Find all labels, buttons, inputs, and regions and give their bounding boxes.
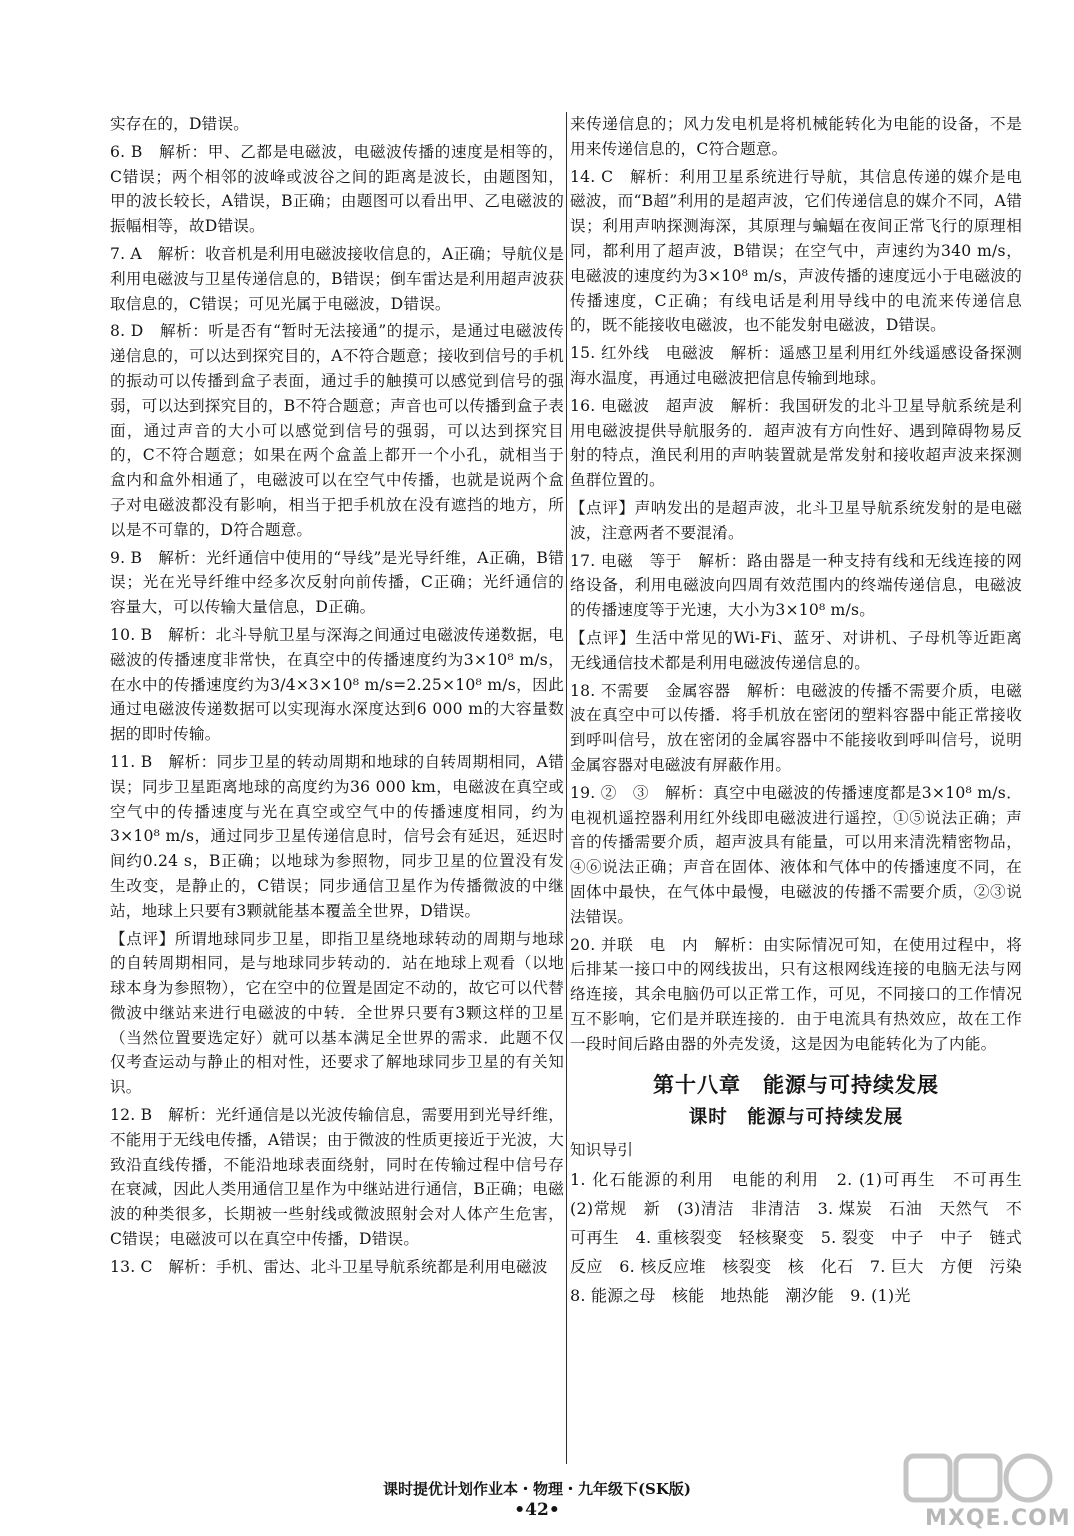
answer-20: 20. 并联 电 内 解析：由实际情况可知，在使用过程中，将后排某一接口中的网线拔出，只有这根网线连接的电脑无法与网络连接，其余电脑仍可以正常工作，可见，不同接口的工作情况互不影响，它们是并联连接的．由于电流具有热效应，故在工作一段时间后路由器的外壳发烫，这是因为电能转化为了内能。 bbox=[570, 935, 1022, 1053]
left-column bbox=[110, 112, 564, 1283]
book-title: 课时提优计划作业本・物理・九年级下(SK版) bbox=[382, 1480, 692, 1498]
answer-17: 17. 电磁 等于 解析：路由器是一种支持有线和无线连接的网络设备，利用电磁波向四周有效范围内的终端传递信息，电磁波的传播速度等于光速，大小为3×10⁸ m/s。 bbox=[570, 551, 1022, 620]
guide-heading: 知识导引 bbox=[570, 1141, 634, 1160]
lesson-title: 课时 能源与可持续发展 bbox=[688, 1107, 904, 1129]
answer-11: 11. B 解析：同步卫星的转动周期和地球的自转周期相同，A错误；同步卫星距离地球的高度约为36 000 km，电磁波在真空或空气中的传播速度与光在真空或空气中的传播速度相同，约为3×10⁸ m/s，通过同步卫星传递信息时，信号会有延迟，延迟时间约0.24 s，B正确；以地球为参照物，同步卫星的位置没有发生改变，是静止的，C错误；同步通信卫星作为传播微波的中继站，地球上只要有3颗就能基本覆盖全世界，D错误。 bbox=[110, 752, 564, 920]
answer-8: 8. D 解析：听是否有“暂时无法接通”的提示，是通过电磁波传递信息的，可以达到探究目的，A不符合题意；接收到信号的手机的振动可以传播到盒子表面，通过手的触摸可以感觉到信号的强弱，可以达到探究目的，B不符合题意；声音也可以传播到盒子表面，通过声音的大小可以感觉到信号的强弱，可以达到探究目的，C不符合题意；如果在两个盒盖上都开一个小孔，就相当于盒内和盒外相通了，电磁波可以在空气中传播，也就是说两个盒子对电磁波都没有影响，相当于把手机放在没有遮挡的地方，所以是不可靠的，D符合题意。 bbox=[110, 322, 564, 539]
answer-12: 12. B 解析：光纤通信是以光波传输信息，需要用到光导纤维，不能用于无线电传播，A错误；由于微波的性质更接近于光波，大致沿直线传播，不能沿地球表面绕射，同时在传输过程中信号存在衰减，因此人类用通信卫星作为中继站进行通信，B正确；电磁波的种类很多，长期被一些射线或微波照射会对人体产生危害，C错误；电磁波可以在真空中传播，D错误。 bbox=[110, 1106, 564, 1249]
guide-answers: 1. 化石能源的利用 电能的利用 2. (1)可再生 不可再生 (2)常规 新 (3)清洁 非清洁 3. 煤炭 石油 天然气 不可再生 4. 重核裂变 轻核聚变 5. 裂变 中子 中子 链式反应 6. 核反应堆 核裂变 核 化石 7. 巨大 方便 污染 8. 能源之母 核能 地热能 潮汐能 9. (1)光 bbox=[570, 1170, 1039, 1306]
watermark-text: MXQE.COM bbox=[925, 1506, 1071, 1531]
comment-11: 【点评】所谓地球同步卫星，即指卫星绕地球转动的周期与地球的自转周期相同，是与地球同步转动的．站在地球上观看（以地球本身为参照物），它在空中的位置是固定不动的，故它可以代替微波中继站来进行电磁波的中转．全世界只要有3颗这样的卫星（当然位置要选定好）就可以基本满足全世界的需求．此题不仅仅考查运动与静止的相对性，还要求了解地球同步卫星的有关知识。 bbox=[110, 929, 564, 1097]
answer-18: 18. 不需要 金属容器 解析：电磁波的传播不需要介质，电磁波在真空中可以传播．将手机放在密闭的塑料容器中能正常接收到呼叫信号，放在密闭的金属容器中不能接收到呼叫信号，说明金属容器对电磁波有屏蔽作用。 bbox=[570, 681, 1022, 774]
answer-13-start: 13. C 解析：手机、雷达、北斗卫星导航系统都是利用电磁波 bbox=[110, 1257, 548, 1276]
answer-6: 6. B 解析：甲、乙都是电磁波，电磁波传播的速度是相等的，C错误；两个相邻的波峰或波谷之间的距离是波长，由题图知，甲的波长较长，A错误，B正确；由题图可以看出甲、乙电磁波的振幅相等，故D错误。 bbox=[110, 142, 564, 236]
answer-9: 9. B 解析：光纤通信中使用的“导线”是光导纤维，A正确，B错误；光在光导纤维中经多次反射向前传播，C正确；光纤通信的容量大，可以传输大量信息，D正确。 bbox=[110, 548, 564, 617]
answer-7: 7. A 解析：收音机是利用电磁波接收信息的，A正确；导航仪是利用电磁波与卫星传递信息的，B错误；倒车雷达是利用超声波获取信息的，C错误；可见光属于电磁波，D错误。 bbox=[110, 244, 564, 313]
column-divider bbox=[566, 112, 567, 1464]
answer-5-tail: 实存在的，D错误。 bbox=[110, 115, 250, 133]
answer-13-tail: 来传递信息的；风力发电机是将机械能转化为电能的设备，不是用来传递信息的，C符合题意。 bbox=[570, 115, 1022, 158]
page-number: •42• bbox=[514, 1500, 560, 1520]
chapter-title: 第十八章 能源与可持续发展 bbox=[653, 1072, 939, 1098]
answer-14: 14. C 解析：利用卫星系统进行导航，其信息传递的媒介是电磁波，而“B超”利用的是超声波，它们传递信息的媒介不同，A错误；利用声呐探测海深，其原理与蝙蝠在夜间正常飞行的原理相同，都利用了超声波，B错误；在空气中，声速约为340 m/s，电磁波的速度约为3×10⁸ m/s，声波传播的速度远小于电磁波的传播速度，C正确；有线电话是利用导线中的电流来传递信息的，既不能接收电磁波，也不能发射电磁波，D错误。 bbox=[570, 167, 1022, 335]
answer-15: 15. 红外线 电磁波 解析：遥感卫星利用红外线遥感设备探测海水温度，再通过电磁波把信息传输到地球。 bbox=[570, 344, 1022, 387]
answer-19: 19. ② ③ 解析：真空中电磁波的传播速度都是3×10⁸ m/s．电视机遥控器利用红外线即电磁波进行遥控，①⑤说法正确；声音的传播需要介质，超声波具有能量，可以用来清洗精密物品，④⑥说法正确；声音在固体、液体和气体中的传播速度不同，在固体中最快，在气体中最慢，电磁波的传播不需要介质，②③说法错误。 bbox=[570, 783, 1022, 926]
comment-17: 【点评】生活中常见的Wi-Fi、蓝牙、对讲机、子母机等近距离无线通信技术都是利用电磁波传递信息的。 bbox=[570, 628, 1022, 672]
answer-10: 10. B 解析：北斗导航卫星与深海之间通过电磁波传递数据，电磁波的传播速度非常快，在真空中的传播速度约为3×10⁸ m/s，在水中的传播速度约为3/4×3×10⁸ m/s=2.25×10⁸ m/s，因此通过电磁波传递数据可以实现海水深度达到6 000 m的大容量数据的即时传输。 bbox=[110, 625, 564, 744]
comment-16: 【点评】声呐发出的是超声波，北斗卫星导航系统发射的是电磁波，注意两者不要混淆。 bbox=[570, 498, 1022, 542]
right-column bbox=[570, 112, 1039, 1310]
answer-16: 16. 电磁波 超声波 解析：我国研发的北斗卫星导航系统是利用电磁波提供导航服务的．超声波有方向性好、遇到障碍物易反射的特点，渔民利用的声呐装置就是常发射和接收超声波来探测鱼群位置的。 bbox=[570, 396, 1022, 490]
